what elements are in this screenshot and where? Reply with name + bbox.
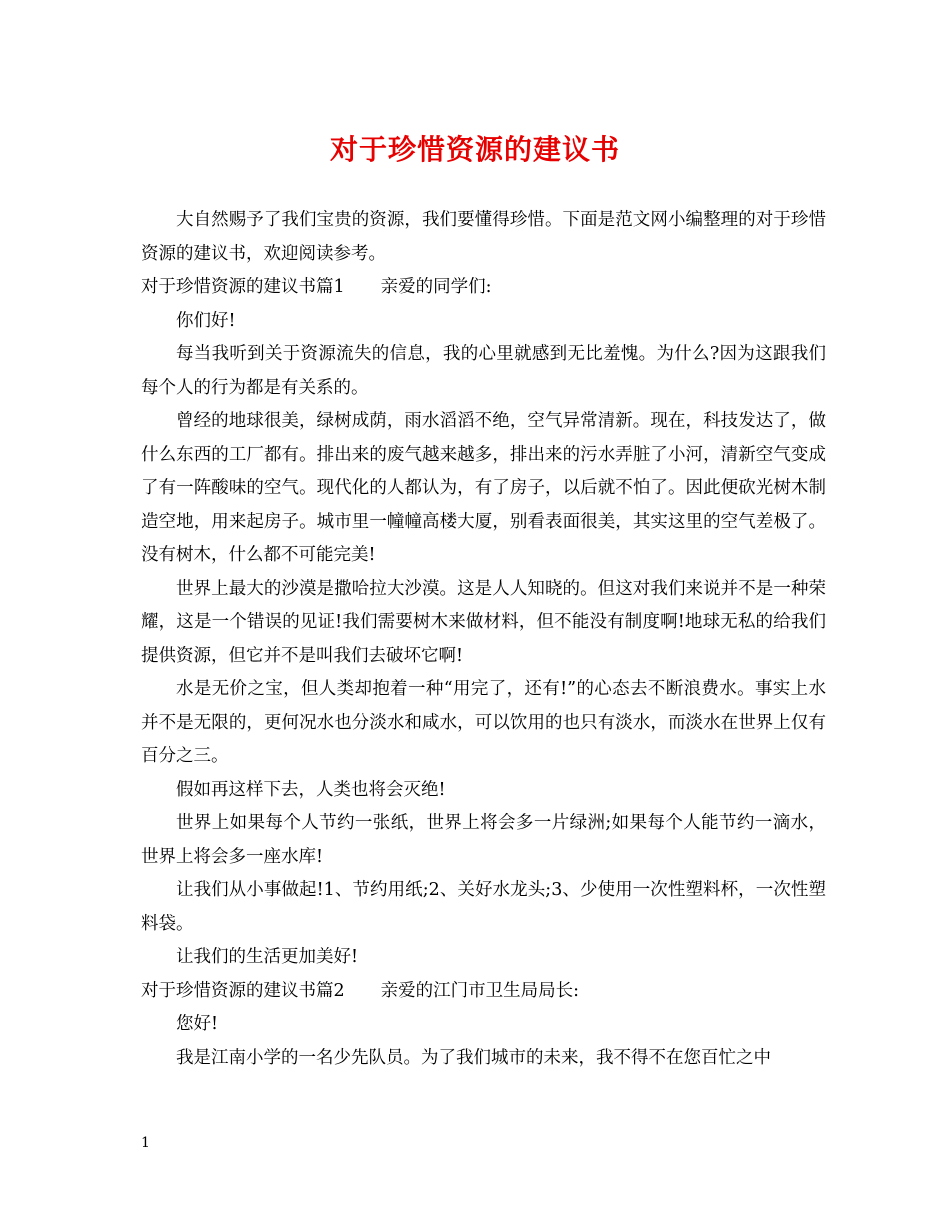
intro-paragraph: 大自然赐予了我们宝贵的资源，我们要懂得珍惜。下面是范文网小编整理的对于珍惜资源的建议书，欢迎阅读参考。 bbox=[141, 210, 826, 264]
document-title: 对于珍惜资源的建议书 bbox=[329, 133, 620, 166]
document-body bbox=[141, 204, 826, 1075]
salutation: 亲爱的江门市卫生局局长: bbox=[380, 980, 580, 1001]
section-title: 对于珍惜资源的建议书篇1 bbox=[141, 277, 345, 297]
body-paragraph: 曾经的地球很美，绿树成荫，雨水滔滔不绝，空气异常清新。现在，科技发达了，做什么东西的工厂都有。排出来的废气越来越多，排出来的污水弄脏了小河，清新空气变成了有一阵酸味的空气。现代化的人都认为，有了房子，以后就不怕了。因此便砍光树木制造空地，用来起房子。城市里一幢幢高楼大厦，别看表面很美，其实这里的空气差极了。没有树木，什么都不可能完美! bbox=[141, 411, 826, 565]
body-paragraph: 我是江南小学的一名少先队员。为了我们城市的未来，我不得不在您百忙之中 bbox=[176, 1047, 771, 1068]
salutation: 亲爱的同学们: bbox=[380, 277, 492, 297]
section-heading-1 bbox=[141, 271, 826, 305]
page-number: 1 bbox=[141, 1135, 150, 1151]
body-paragraph: 水是无价之宝，但人类却抱着一种“用完了，还有!”的心态去不断浪费水。事实上水并不是无限的，更何况水也分淡水和咸水，可以饮用的也只有淡水，而淡水在世界上仅有百分之三。 bbox=[141, 679, 826, 766]
section-title: 对于珍惜资源的建议书篇2 bbox=[141, 980, 345, 1001]
body-paragraph: 每当我听到关于资源流失的信息，我的心里就感到无比羞愧。为什么?因为这跟我们每个人的行为都是有关系的。 bbox=[141, 344, 826, 398]
body-paragraph: 假如再这样下去，人类也将会灭绝! bbox=[176, 779, 446, 800]
body-paragraph: 世界上最大的沙漠是撒哈拉大沙漠。这是人人知晓的。但这对我们来说并不是一种荣耀，这是一个错误的见证!我们需要树木来做材料，但不能没有制度啊!地球无私的给我们提供资源，但它并不是叫我们去破坏它啊! bbox=[141, 578, 826, 666]
body-paragraph: 让我们的生活更加美好! bbox=[176, 947, 359, 967]
body-paragraph: 您好! bbox=[176, 1014, 219, 1034]
body-paragraph: 你们好! bbox=[176, 310, 236, 331]
body-paragraph: 世界上如果每个人节约一张纸，世界上将会多一片绿洲;如果每个人能节约一滴水，世界上将会多一座水库! bbox=[141, 813, 826, 867]
section-heading-2 bbox=[141, 975, 826, 1009]
body-paragraph: 让我们从小事做起!1、节约用纸;2、关好水龙头;3、少使用一次性塑料杯，一次性塑料袋。 bbox=[141, 880, 826, 934]
